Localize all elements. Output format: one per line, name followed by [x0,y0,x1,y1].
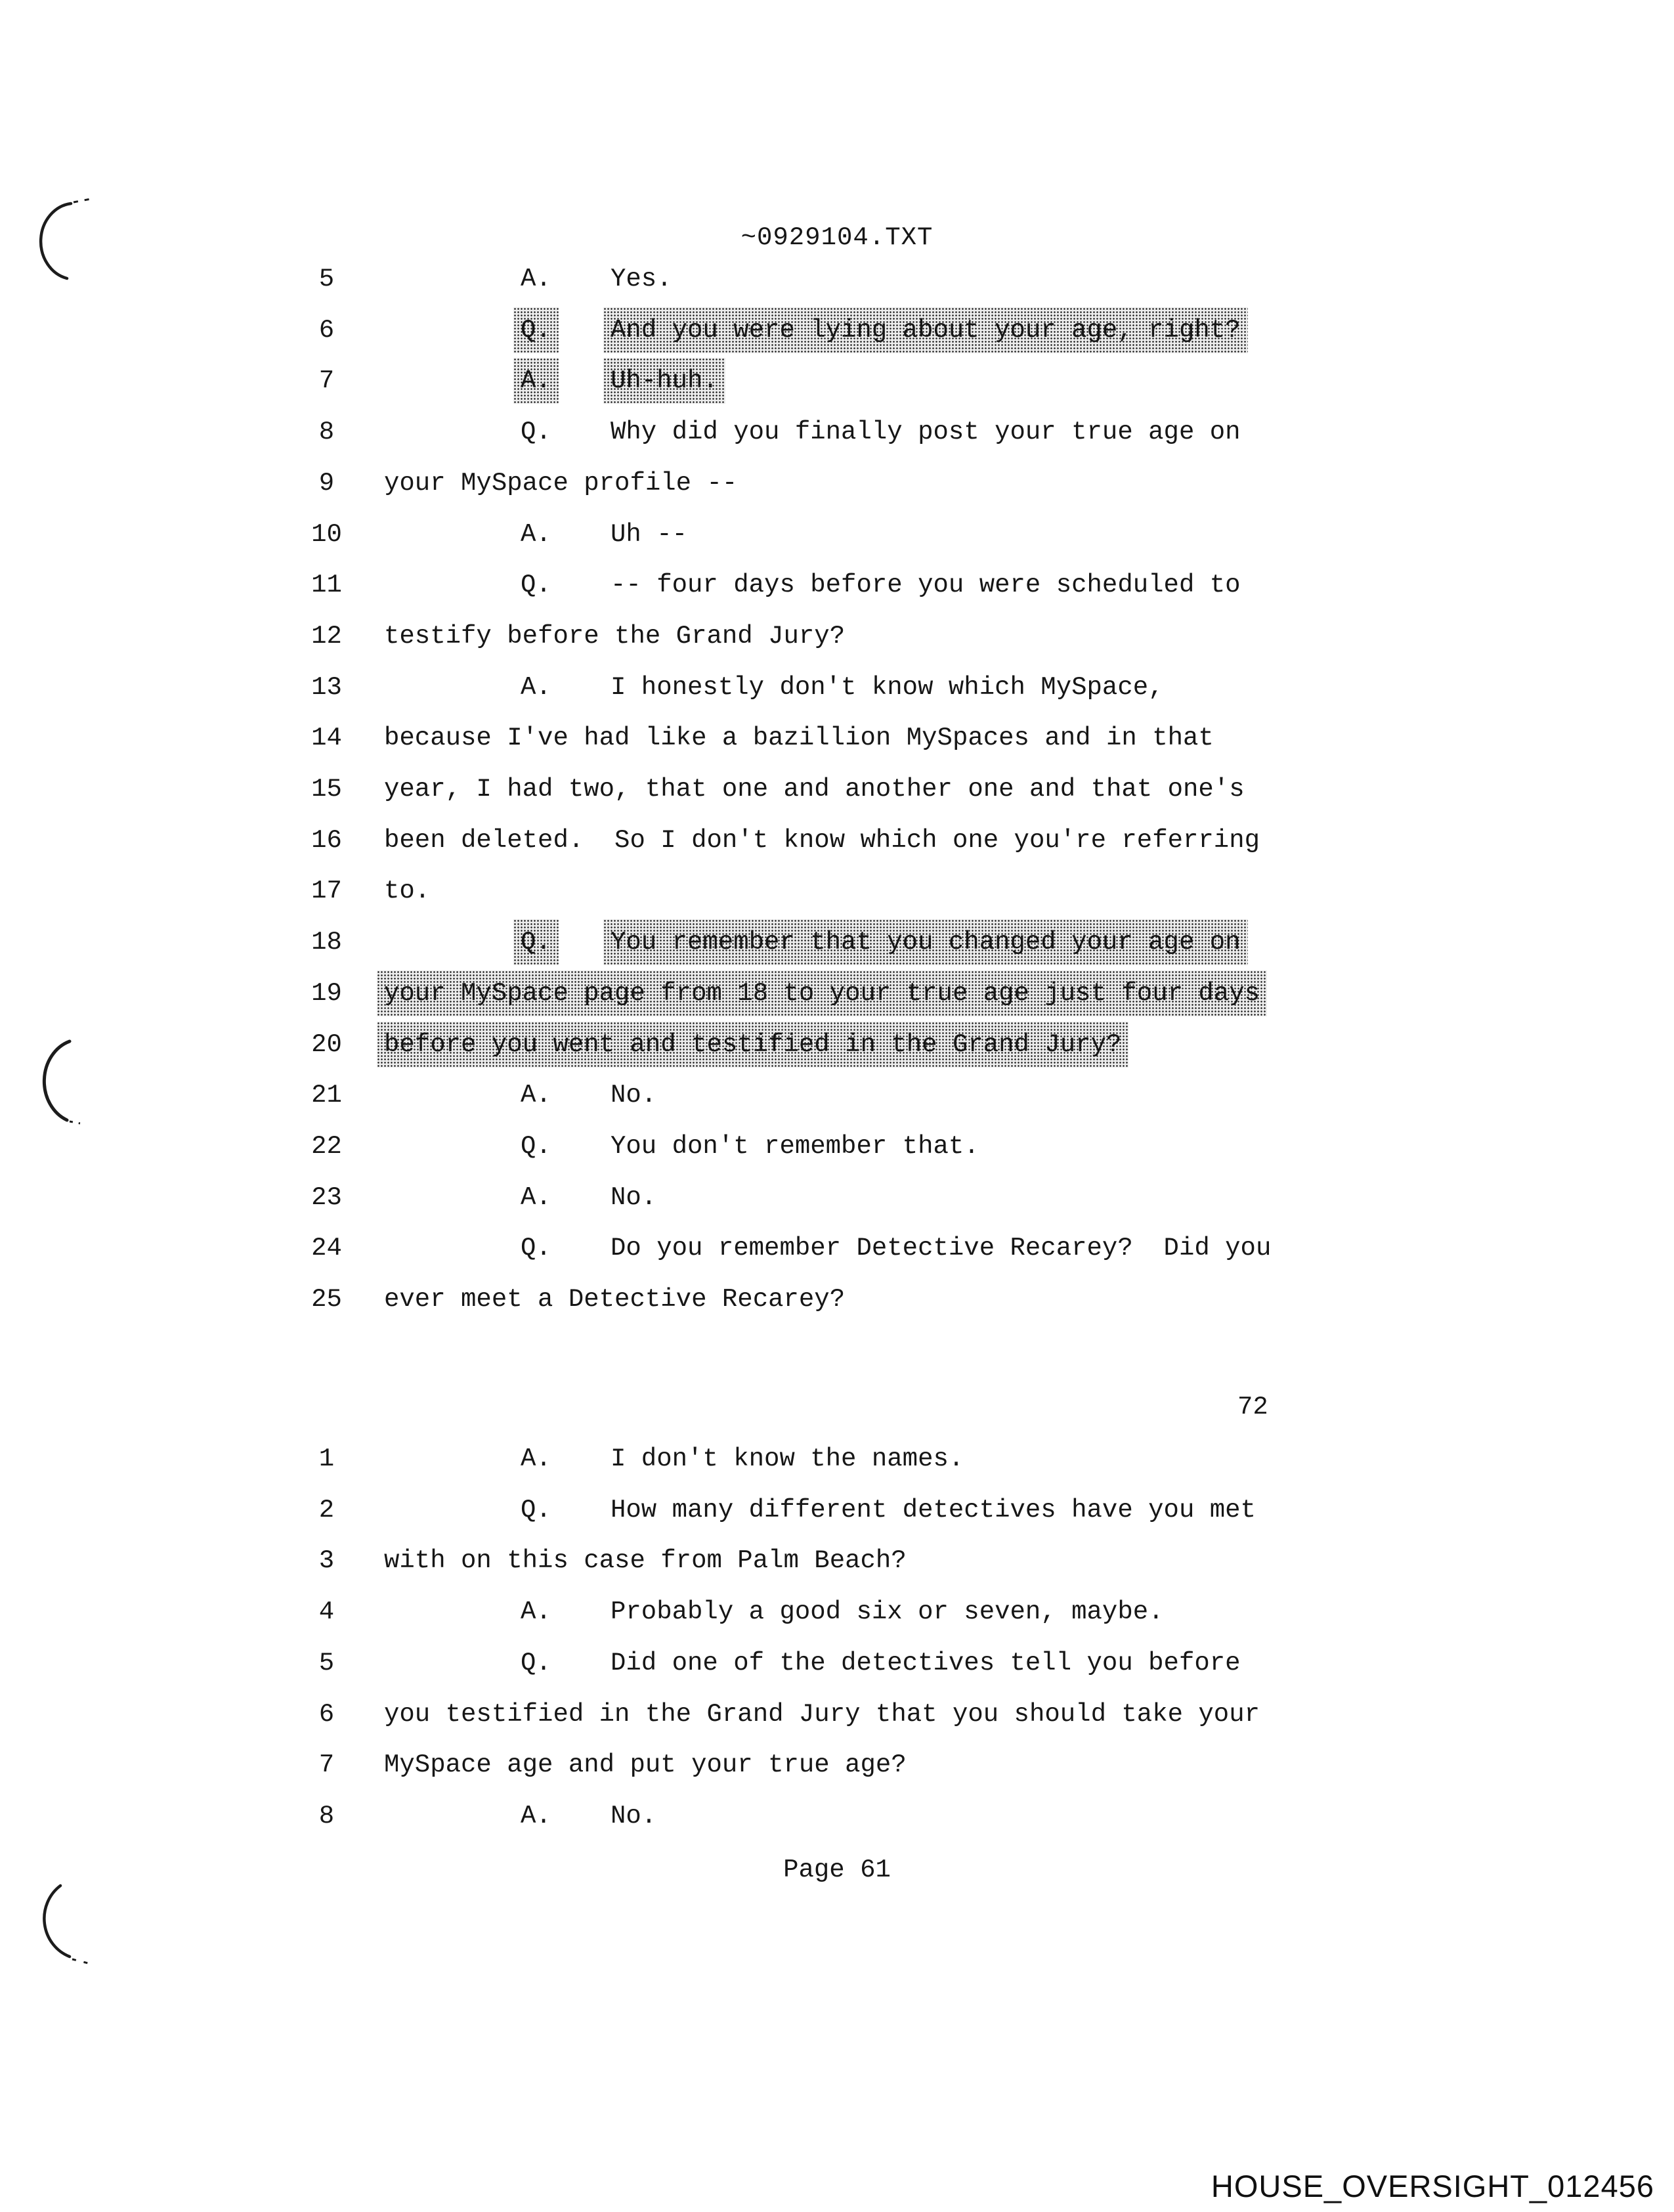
line-number: 22 [311,1132,342,1161]
line-number: 24 [311,1234,342,1263]
line-number: 7 [318,366,335,395]
transcript-line [0,670,1674,705]
speaker-label: A. [521,673,551,702]
speaker-label: Q. [513,919,559,965]
line-text: I honestly don't know which MySpace, [611,673,1164,702]
line-number: 6 [318,316,335,345]
line-number: 3 [318,1546,335,1575]
speaker-label: A. [521,265,551,293]
speaker-label: Q. [521,571,551,599]
transcript-line [0,1646,1674,1680]
line-number: 18 [311,928,342,957]
line-number: 25 [311,1285,342,1314]
speaker-label: A. [521,520,551,549]
transcript-line [0,1595,1674,1629]
line-number: 12 [311,622,342,651]
transcript-line [0,1181,1674,1215]
transcript-line [0,568,1674,602]
transcript-line [0,976,1674,1010]
transcript-line [0,874,1674,908]
transcript-line [0,925,1674,959]
line-number: 8 [318,418,335,446]
transcript-line [0,1231,1674,1265]
line-number: 23 [311,1183,342,1212]
line-text: with on this case from Palm Beach? [384,1546,907,1575]
line-text: No. [611,1183,657,1212]
line-text: No. [611,1081,657,1110]
transcript-line [0,1282,1674,1316]
transcript-line [0,1078,1674,1112]
page-label: Page 61 [783,1855,891,1884]
line-number: 5 [318,1649,335,1678]
line-number: 14 [311,724,342,752]
transcript-line [0,721,1674,755]
transcript-line [0,364,1674,398]
speaker-label: Q. [521,1496,551,1525]
line-number: 15 [311,775,342,804]
line-text: And you were lying about your age, right? [603,307,1248,353]
line-number: 13 [311,673,342,702]
speaker-label: Q. [521,1234,551,1263]
line-number: 17 [311,877,342,905]
line-number: 2 [318,1496,335,1525]
transcript-line [0,415,1674,449]
scan-artifact-arc-bottom [33,1882,95,1970]
page-number: 72 [1237,1393,1268,1421]
speaker-label: A. [521,1081,551,1110]
transcript-line [0,1799,1674,1833]
document-title: ~0929104.TXT [740,223,934,252]
line-text: I don't know the names. [611,1444,964,1473]
line-number: 11 [311,571,342,599]
line-text: -- four days before you were scheduled to [611,571,1241,599]
line-text: MySpace age and put your true age? [384,1750,907,1779]
line-text: Why did you finally post your true age on [611,418,1241,446]
line-text: testify before the Grand Jury? [384,622,846,651]
transcript-line [0,1544,1674,1578]
line-number: 1 [318,1444,335,1473]
line-text: you testified in the Grand Jury that you should take your [384,1700,1260,1729]
line-text: ever meet a Detective Recarey? [384,1285,846,1314]
line-text: Probably a good six or seven, maybe. [611,1597,1164,1626]
line-number: 9 [318,469,335,498]
transcript-line [0,823,1674,857]
line-text: been deleted. So I don't know which one you're referring [384,826,1260,855]
line-number: 20 [311,1030,342,1059]
line-text: You remember that you changed your age on [603,919,1248,965]
line-number: 8 [318,1802,335,1831]
speaker-label: Q. [521,1649,551,1678]
line-text: before you went and testified in the Grand Jury? [377,1022,1128,1068]
line-text: because I've had like a bazillion MySpaces and in that [384,724,1214,752]
line-text: your MySpace page from 18 to your true age just four days [377,970,1267,1016]
speaker-label: A. [521,1802,551,1831]
transcript-line [0,619,1674,653]
line-text: How many different detectives have you met [611,1496,1256,1525]
line-text: No. [611,1802,657,1831]
transcript-line [0,1697,1674,1731]
line-text: Did one of the detectives tell you before [611,1649,1241,1678]
speaker-label: A. [513,358,559,404]
line-number: 19 [311,979,342,1008]
line-text: Do you remember Detective Recarey? Did you [611,1234,1272,1263]
transcript-line [0,466,1674,500]
transcript-line [0,1442,1674,1476]
transcript-line [0,772,1674,806]
transcript-line [0,313,1674,347]
speaker-label: A. [521,1597,551,1626]
line-text: Uh -- [611,520,688,549]
transcript-line [0,1129,1674,1163]
line-number: 5 [318,265,335,293]
bates-number: HOUSE_OVERSIGHT_012456 [1211,2169,1654,2203]
line-text: to. [384,877,431,905]
line-text: year, I had two, that one and another one and that one's [384,775,1245,804]
line-number: 7 [318,1750,335,1779]
transcript-line [0,1748,1674,1782]
line-text: You don't remember that. [611,1132,979,1161]
line-number: 4 [318,1597,335,1626]
transcript-line [0,1493,1674,1527]
transcript-line [0,1028,1674,1062]
transcript-line [0,517,1674,552]
speaker-label: Q. [521,1132,551,1161]
line-number: 10 [311,520,342,549]
speaker-label: A. [521,1183,551,1212]
line-text: Yes. [611,265,672,293]
line-number: 6 [318,1700,335,1729]
speaker-label: Q. [513,307,559,353]
speaker-label: A. [521,1444,551,1473]
speaker-label: Q. [521,418,551,446]
line-text: Uh-huh. [603,358,725,404]
transcript-line [0,262,1674,296]
line-text: your MySpace profile -- [384,469,738,498]
line-number: 16 [311,826,342,855]
line-number: 21 [311,1081,342,1110]
